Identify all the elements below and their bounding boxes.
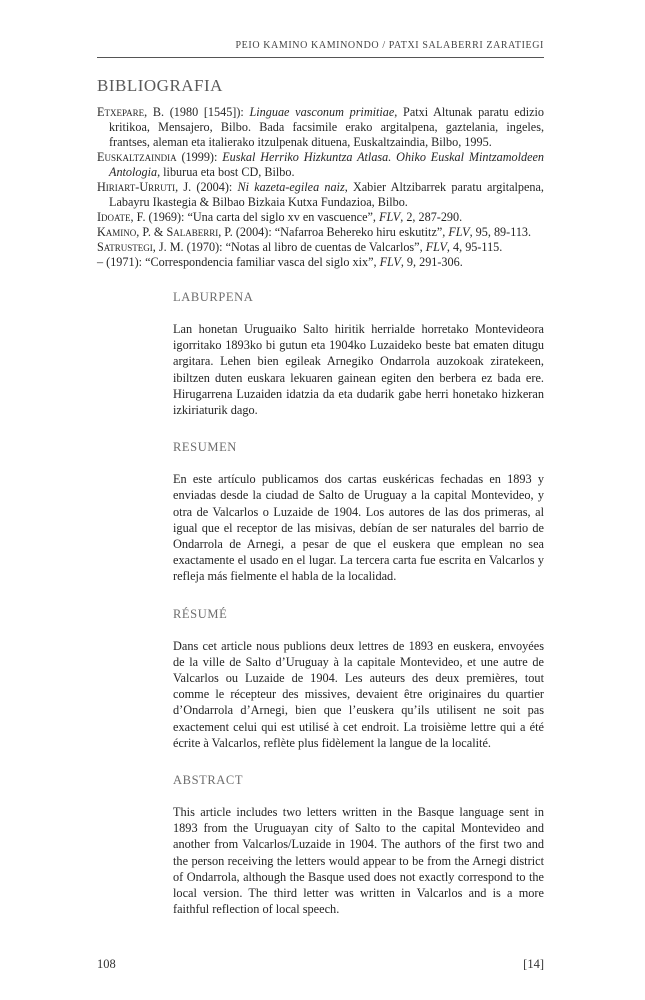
abstract-text: This article includes two letters written in the Basque language sent in 1893 from the Uruguayan city of Salto to the capital Montevideo and another from Valcarlos/Luzaide in 1904. The authors of the first two and the person receiving the letters would appear to be from the Arnegi district of Ondarrola, although the Basque used does not exactly correspond to the local version. The third letter was written in Valcarlos and is a more faithful reflection of local speech. xyxy=(173,805,544,917)
abstract-french xyxy=(173,607,544,751)
reference-title: Linguae vasconum primitiae xyxy=(249,105,395,119)
abstract-heading: LABURPENA xyxy=(173,290,254,304)
reference-entry xyxy=(97,210,544,225)
abstract-text: Lan honetan Uruguaiko Salto hiritik herrialde horretako Montevideora igorritako 1893ko bi gutun eta 1904ko Luzaideko beste bat ematen ditugu argitara. Lehen bien egileak Arnegiko Ondarrola auzokoak ziratekeen, ibiltzen duten euskara lekuaren gainean egiten den berbera ez bada ere. Hirugarrena Luzaiden idatzia da eta dudarik gabe herri honetako hizkeran izkiriaturik dago. xyxy=(173,322,544,418)
reference-publication: , 95, 89-113. xyxy=(469,225,532,239)
reference-title: FLV xyxy=(379,255,401,269)
reference-publication: , Patxi Altunak paratu edizio kritikoa, Mensajero, Bilbo. Bada facsimile erako argitalpena, gaztelania, ingeles, frantses, aleman eta italierako itzulpenak dituena, Euskaltzaindia, Bilbo, 1995. xyxy=(109,105,545,149)
reference-publication: , 4, 95-115. xyxy=(446,240,503,254)
reference-author: Kamino, P. & Salaberri, P. xyxy=(97,225,233,239)
header-rule xyxy=(97,57,544,58)
abstract-text: En este artículo publicamos dos cartas euskéricas fechadas en 1893 y enviadas desde la ciudad de Salto de Uruguay a la capital Montevideo, y otra de Valcarlos o Luzaide de 1904. Los autores de las dos primeras, al igual que el receptor de las misivas, debían de ser naturales del barrio de Ondarrola de Arnegi, a pesar de que el euskera que emplean no sea exactamente el usado en el lugar. La tercera carta fue escrita en Valcarlos y refleja más fielmente el habla de la localidad. xyxy=(173,472,544,584)
abstracts-block xyxy=(173,290,544,939)
reference-author: Etxepare, B. xyxy=(97,105,165,119)
bracket-page-number: [14] xyxy=(523,957,544,971)
reference-details: – (1971): “Correspondencia familiar vasca del siglo xix”, xyxy=(97,255,380,269)
reference-details: (2004): “Nafarroa Behereko hiru eskutitz”, xyxy=(232,225,449,239)
abstract-spanish xyxy=(173,440,544,584)
abstract-text: Dans cet article nous publions deux lettres de 1893 en euskera, envoyées de la ville de Salto d’Uruguay à la capitale Montevideo, et une autre de Valcarlos ou Luzaide de 1904. Les auteurs des deux premières, tout comme le récepteur des missives, devaient être originaires du quartier d’Ondarrola d’Arnegi, bien que l’euskera qu’ils utilisent ne soit pas exactement celui qui est utilisé à cet endroit. La troisième lettre qui a été écrite à Valcarlos, reflète plus fidèlement la langue de la localité. xyxy=(173,638,544,750)
reference-title: FLV xyxy=(425,240,447,254)
reference-publication: , 2, 287-290. xyxy=(400,210,463,224)
abstract-heading: ABSTRACT xyxy=(173,773,244,788)
reference-entry xyxy=(97,255,544,270)
reference-title: Ni kazeta-egilea naiz xyxy=(237,180,345,194)
reference-author: Euskaltzaindia xyxy=(97,150,177,164)
reference-publication: , 9, 291-306. xyxy=(400,255,463,269)
reference-details: (1970): “Notas al libro de cuentas de Valcarlos”, xyxy=(183,240,426,254)
reference-entry xyxy=(97,105,544,150)
bibliography-list xyxy=(97,105,544,270)
reference-entry xyxy=(97,180,544,210)
reference-title: Euskal Herriko Hizkuntza Atlasa. Ohiko Euskal Mintzamoldeen Antologia xyxy=(109,150,544,179)
running-head: PEIO KAMINO KAMINONDO / PATXI SALABERRI ZARATIEGI xyxy=(235,40,544,51)
abstract-heading: RESUMEN xyxy=(173,440,237,455)
abstract-heading: RÉSUMÉ xyxy=(173,606,228,621)
reference-entry xyxy=(97,240,544,255)
reference-author: Idoate, F. xyxy=(97,210,146,224)
reference-author: Satrustegi, J. M. xyxy=(97,240,184,254)
page-number: 108 xyxy=(97,957,116,971)
reference-title: FLV xyxy=(448,225,470,239)
reference-publication: , liburua eta bost CD, Bilbo. xyxy=(157,165,295,179)
reference-publication: , Xabier Altzibarrek paratu argitalpena, Labayru Ikastegia & Bilbao Bizkaia Kutxa Fundazioa, Bilbo. xyxy=(109,180,544,209)
reference-details: (1999): xyxy=(176,150,223,164)
abstract-english xyxy=(173,773,544,917)
reference-details: (1980 [1545]): xyxy=(164,105,250,119)
reference-entry xyxy=(97,225,544,240)
reference-details: (2004): xyxy=(191,180,238,194)
reference-title: FLV xyxy=(379,210,401,224)
abstract-basque xyxy=(173,290,544,418)
reference-author: Hiriart-Urruti, J. xyxy=(97,180,192,194)
bibliography-title: BIBLIOGRAFIA xyxy=(97,76,223,95)
reference-details: (1969): “Una carta del siglo xv en vascuence”, xyxy=(145,210,379,224)
reference-entry xyxy=(97,150,544,180)
